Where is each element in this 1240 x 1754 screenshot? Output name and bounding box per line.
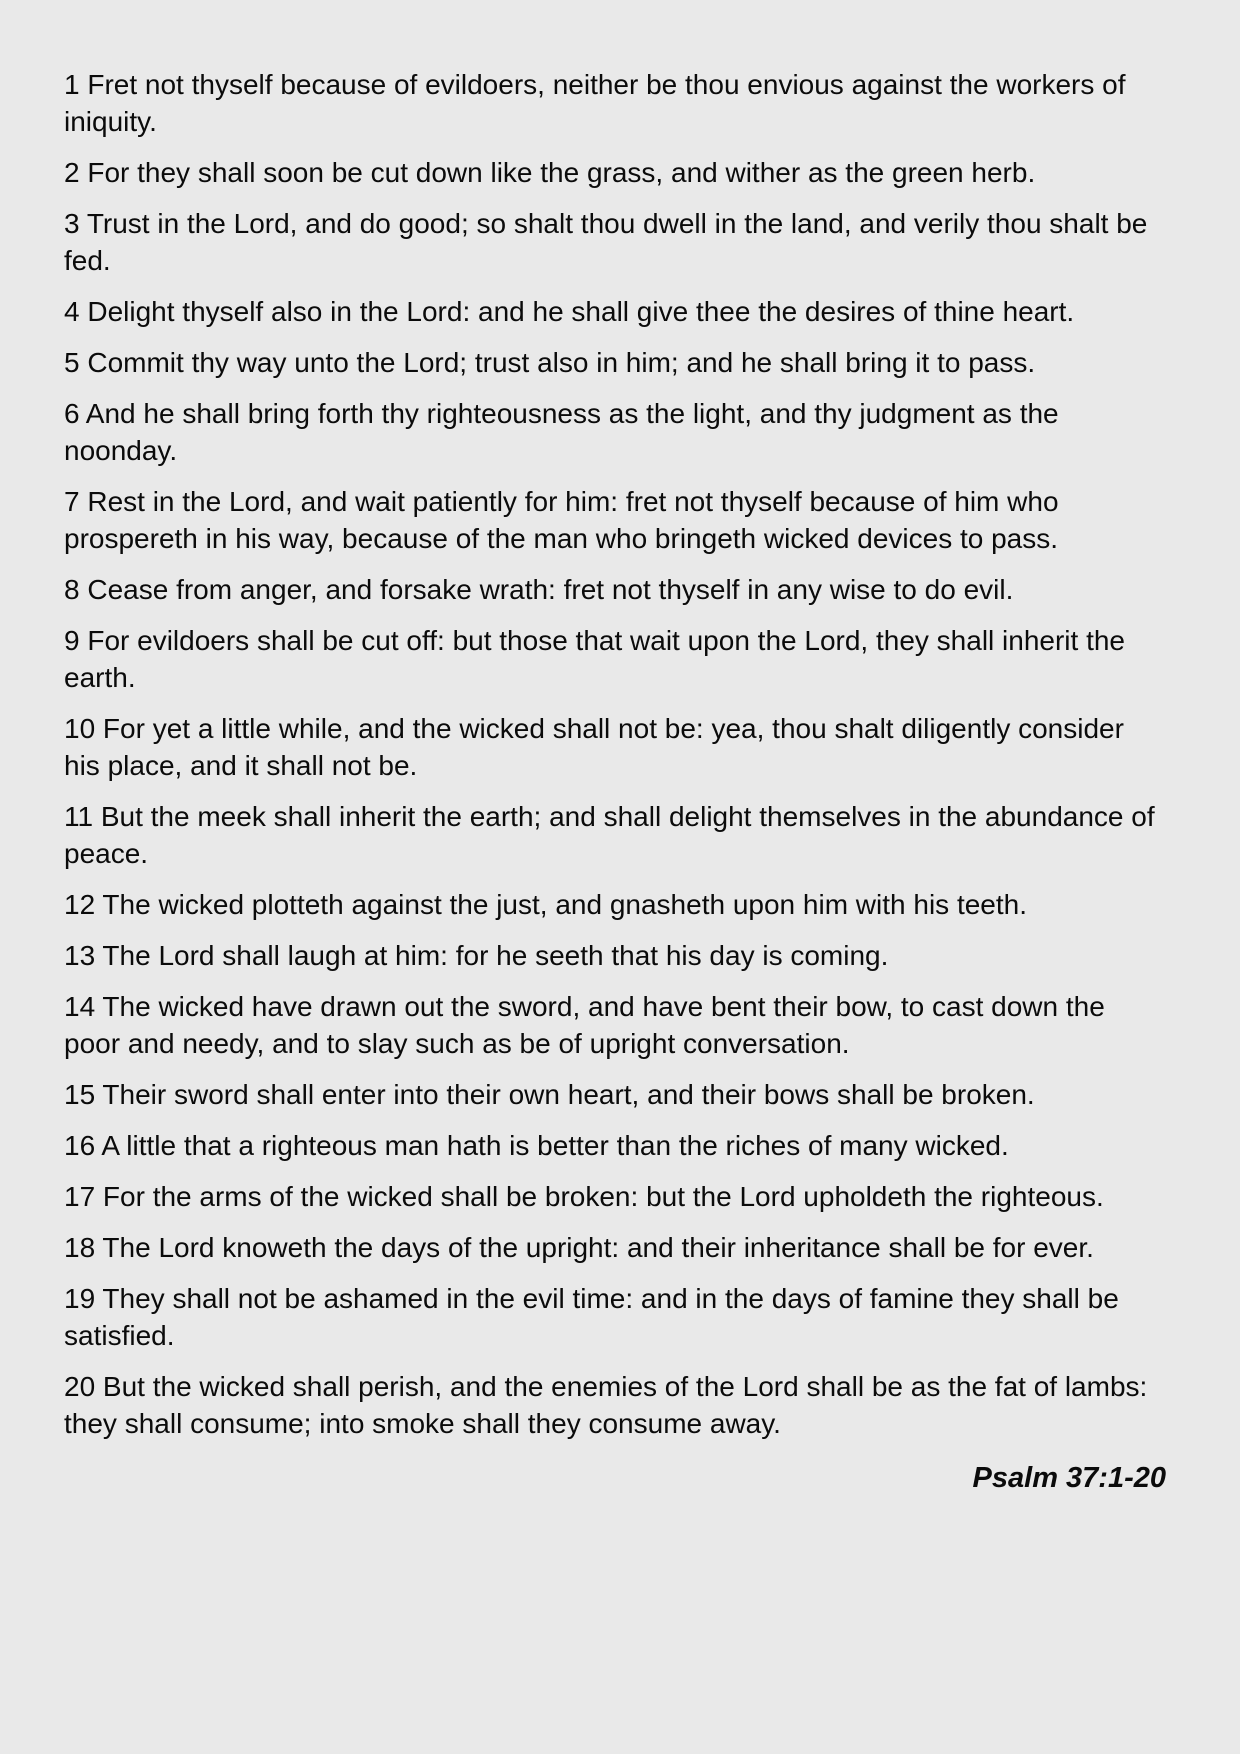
verse-18: 18 The Lord knoweth the days of the upright: and their inheritance shall be for ever. bbox=[64, 1232, 1094, 1263]
verse-3: 3 Trust in the Lord, and do good; so shalt thou dwell in the land, and verily thou shalt be fed. bbox=[64, 208, 1148, 276]
verse-11: 11 But the meek shall inherit the earth; and shall delight themselves in the abundance of peace. bbox=[64, 801, 1155, 869]
verse-8: 8 Cease from anger, and forsake wrath: fret not thyself in any wise to do evil. bbox=[64, 574, 1014, 605]
verse-7: 7 Rest in the Lord, and wait patiently for him: fret not thyself because of him who prospereth in his way, because of the man who bringeth wicked devices to pass. bbox=[64, 486, 1059, 554]
verse-20: 20 But the wicked shall perish, and the enemies of the Lord shall be as the fat of lambs: they shall consume; into smoke shall they consume away. bbox=[64, 1371, 1148, 1439]
verse-9: 9 For evildoers shall be cut off: but those that wait upon the Lord, they shall inherit the earth. bbox=[64, 625, 1126, 693]
passage-attribution: Psalm 37:1-20 bbox=[972, 1462, 1166, 1494]
verse-5: 5 Commit thy way unto the Lord; trust also in him; and he shall bring it to pass. bbox=[64, 347, 1036, 378]
verse-15: 15 Their sword shall enter into their own heart, and their bows shall be broken. bbox=[64, 1079, 1035, 1110]
verse-17: 17 For the arms of the wicked shall be broken: but the Lord upholdeth the righteous. bbox=[64, 1181, 1104, 1212]
verse-1: 1 Fret not thyself because of evildoers, neither be thou envious against the workers of iniquity. bbox=[64, 69, 1126, 137]
verse-12: 12 The wicked plotteth against the just, and gnasheth upon him with his teeth. bbox=[64, 889, 1027, 920]
verse-4: 4 Delight thyself also in the Lord: and he shall give thee the desires of thine heart. bbox=[64, 296, 1075, 327]
verse-6: 6 And he shall bring forth thy righteousness as the light, and thy judgment as the noonday. bbox=[64, 398, 1059, 466]
verse-16: 16 A little that a righteous man hath is better than the riches of many wicked. bbox=[64, 1130, 1009, 1161]
verse-10: 10 For yet a little while, and the wicked shall not be: yea, thou shalt diligently consider his place, and it shall not be. bbox=[64, 713, 1124, 781]
verse-19: 19 They shall not be ashamed in the evil time: and in the days of famine they shall be satisfied. bbox=[64, 1283, 1119, 1351]
verse-14: 14 The wicked have drawn out the sword, and have bent their bow, to cast down the poor and needy, and to slay such as be of upright conversation. bbox=[64, 991, 1105, 1059]
verse-13: 13 The Lord shall laugh at him: for he seeth that his day is coming. bbox=[64, 940, 889, 971]
verse-2: 2 For they shall soon be cut down like the grass, and wither as the green herb. bbox=[64, 157, 1036, 188]
